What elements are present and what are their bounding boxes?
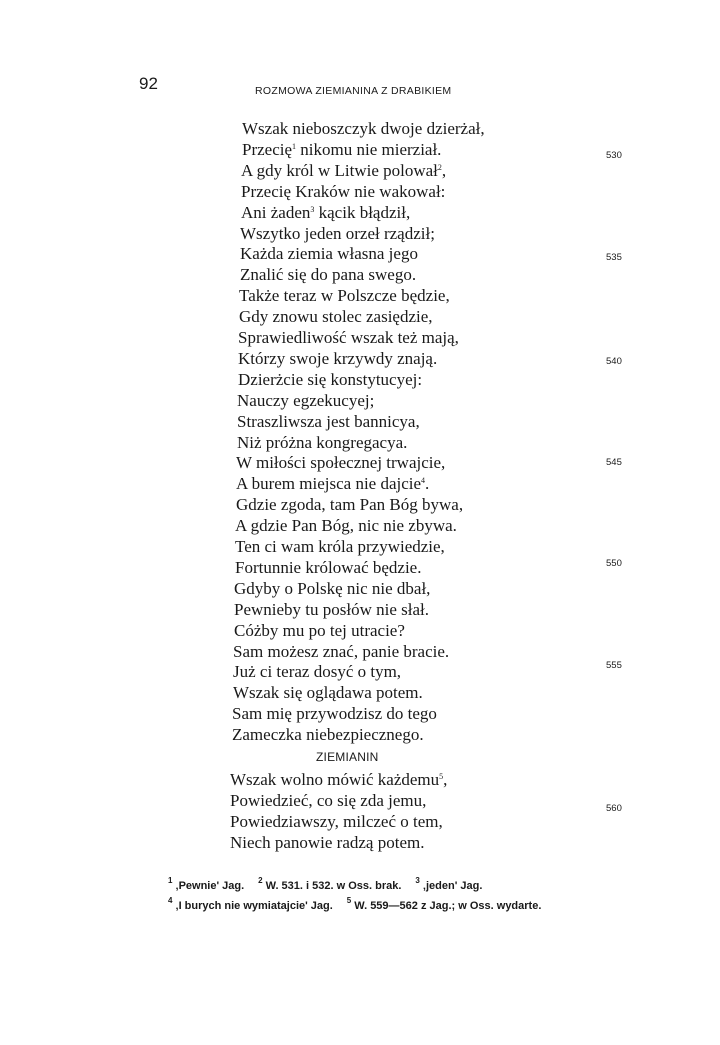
footnote bbox=[168, 876, 245, 892]
verse-text: Także teraz w Polszcze będzie, bbox=[239, 286, 450, 306]
verse-line bbox=[236, 474, 429, 494]
footnote-marker: 3 bbox=[310, 204, 315, 214]
verse-line bbox=[241, 203, 410, 223]
verse-text: Cóżby mu po tej utracie? bbox=[234, 620, 405, 640]
footnote-text: ‚jeden' Jag. bbox=[419, 880, 483, 892]
footnote-text: W. 559—562 z Jag.; w Oss. wydarte. bbox=[351, 900, 542, 912]
footnote-number: 3 bbox=[415, 876, 420, 885]
line-number: 530 bbox=[606, 150, 622, 161]
verse-text: Nauczy egzekucyej; bbox=[237, 390, 375, 410]
verse-text: Niech panowie radzą potem. bbox=[230, 832, 425, 852]
verse-text: Sam mię przywodzisz do tego bbox=[232, 704, 437, 724]
verse-text: Sprawiedliwość wszak też mają, bbox=[238, 328, 459, 347]
line-number: 550 bbox=[606, 558, 622, 569]
verse-line bbox=[234, 579, 430, 599]
verse-text: Którzy swoje krzywdy znają. bbox=[238, 348, 438, 368]
line-number: 540 bbox=[606, 356, 622, 367]
verse-text: Powiedziawszy, milczeć o tem, bbox=[230, 811, 443, 831]
verse-text: Wszak wolno mówić każdemu bbox=[230, 770, 440, 789]
verse-text: Wszytko jeden orzeł rządził; bbox=[240, 223, 435, 243]
running-head: ROZMOWA ZIEMIANINA Z DRABIKIEM bbox=[255, 85, 452, 97]
footnote bbox=[258, 876, 402, 892]
verse-text: Gdyby o Polskę nic nie dbał, bbox=[234, 578, 431, 598]
footnote bbox=[415, 876, 483, 892]
footnote-number: 2 bbox=[258, 876, 263, 885]
verse-line bbox=[235, 516, 457, 536]
verse-line bbox=[234, 621, 405, 641]
verse-line bbox=[236, 453, 445, 473]
verse-line bbox=[239, 286, 450, 306]
verse-text-rest: , bbox=[441, 160, 447, 180]
footnotes-line-2 bbox=[168, 896, 555, 912]
verse-text: Już ci teraz dosyć o tym, bbox=[233, 662, 402, 682]
verse-line bbox=[238, 328, 459, 348]
speaker-label: ZIEMIANIN bbox=[316, 750, 379, 764]
verse-text: Znalić się do pana swego. bbox=[240, 265, 417, 285]
verse-line bbox=[234, 600, 429, 620]
verse-text: Gdzie zgoda, tam Pan Bóg bywa, bbox=[236, 495, 464, 515]
verse-line bbox=[233, 683, 423, 703]
verse-text: Przecię bbox=[242, 139, 293, 159]
verse-line bbox=[241, 161, 446, 181]
verse-line bbox=[233, 642, 449, 662]
line-number: 535 bbox=[606, 252, 622, 263]
verse-line bbox=[235, 537, 445, 557]
footnotes-line-1 bbox=[168, 876, 496, 892]
line-number: 545 bbox=[606, 457, 622, 468]
page-number: 92 bbox=[139, 74, 158, 93]
footnote bbox=[346, 896, 542, 912]
verse-text: Sam możesz znać, panie bracie. bbox=[233, 641, 450, 661]
footnote-marker: 2 bbox=[437, 162, 442, 172]
verse-text: A burem miejsca nie dajcie bbox=[236, 474, 422, 494]
verse-text: Ten ci wam króla przywiedzie, bbox=[235, 537, 445, 556]
footnote-marker: 4 bbox=[421, 476, 426, 486]
verse-text: Przecię Kraków nie wakował: bbox=[241, 181, 446, 201]
verse-text-rest: nikomu nie mierział. bbox=[296, 139, 442, 159]
verse-line bbox=[238, 370, 422, 390]
verse-text: Zameczka niebezpiecznego. bbox=[232, 725, 424, 745]
footnote-number: 4 bbox=[168, 896, 173, 905]
verse-text: Fortunnie królować będzie. bbox=[235, 557, 422, 577]
verse-text: Niż próżna kongregacya. bbox=[237, 432, 408, 452]
verse-text: Pewnieby tu posłów nie słał. bbox=[234, 599, 430, 619]
verse-line bbox=[236, 495, 463, 515]
verse-line bbox=[241, 182, 445, 202]
verse-text: A gdzie Pan Bóg, nic nie zbywa. bbox=[235, 516, 457, 536]
verse-line bbox=[232, 725, 424, 745]
verse-text: W miłości społecznej trwajcie, bbox=[236, 453, 446, 473]
verse-text-rest: kącik błądził, bbox=[314, 202, 411, 222]
footnote-number: 5 bbox=[346, 896, 352, 905]
footnote-text: W. 531. i 532. w Oss. brak. bbox=[262, 880, 402, 892]
verse-line bbox=[230, 791, 426, 811]
verse-text: Każda ziemia własna jego bbox=[240, 244, 418, 264]
footnote-marker: 5 bbox=[439, 772, 444, 781]
verse-text: Gdy znowu stolec zasiędzie, bbox=[239, 307, 433, 327]
verse-line bbox=[230, 812, 443, 832]
verse-line bbox=[233, 662, 401, 682]
verse-text: Wszak się oglądawa potem. bbox=[233, 683, 423, 703]
verse-text: A gdy król w Litwie polował bbox=[241, 160, 438, 180]
verse-text: Straszliwsza jest bannicya, bbox=[237, 411, 420, 431]
verse-line bbox=[235, 558, 421, 578]
verse-line bbox=[230, 770, 447, 790]
verse-line bbox=[237, 412, 420, 432]
verse-line bbox=[240, 244, 418, 264]
footnote-text: ‚Pewnie' Jag. bbox=[172, 880, 245, 892]
verse-line bbox=[239, 307, 433, 327]
verse-line bbox=[237, 433, 407, 453]
verse-line bbox=[238, 349, 437, 369]
verse-line bbox=[242, 119, 485, 139]
verse-text-rest: . bbox=[425, 474, 430, 494]
verse-text: Dzierżcie się konstytucyej: bbox=[238, 369, 423, 389]
line-number: 555 bbox=[606, 660, 622, 671]
verse-line bbox=[230, 833, 424, 853]
verse-line bbox=[240, 224, 435, 244]
footnote-text: ‚I burych nie wymiatajcie' Jag. bbox=[172, 900, 333, 912]
line-number: 560 bbox=[606, 803, 622, 814]
footnote-number: 1 bbox=[168, 876, 173, 885]
verse-text: Ani żaden bbox=[241, 202, 311, 222]
verse-line bbox=[240, 265, 416, 285]
verse-line bbox=[232, 704, 437, 724]
verse-line bbox=[242, 140, 441, 160]
footnote bbox=[168, 896, 333, 912]
verse-text: Wszak nieboszczyk dwoje dzierżał, bbox=[242, 119, 485, 138]
verse-line bbox=[237, 391, 374, 411]
verse-text: Powiedzieć, co się zda jemu, bbox=[230, 790, 427, 810]
verse-text-rest: , bbox=[443, 770, 448, 789]
footnote-marker: 1 bbox=[292, 141, 297, 151]
